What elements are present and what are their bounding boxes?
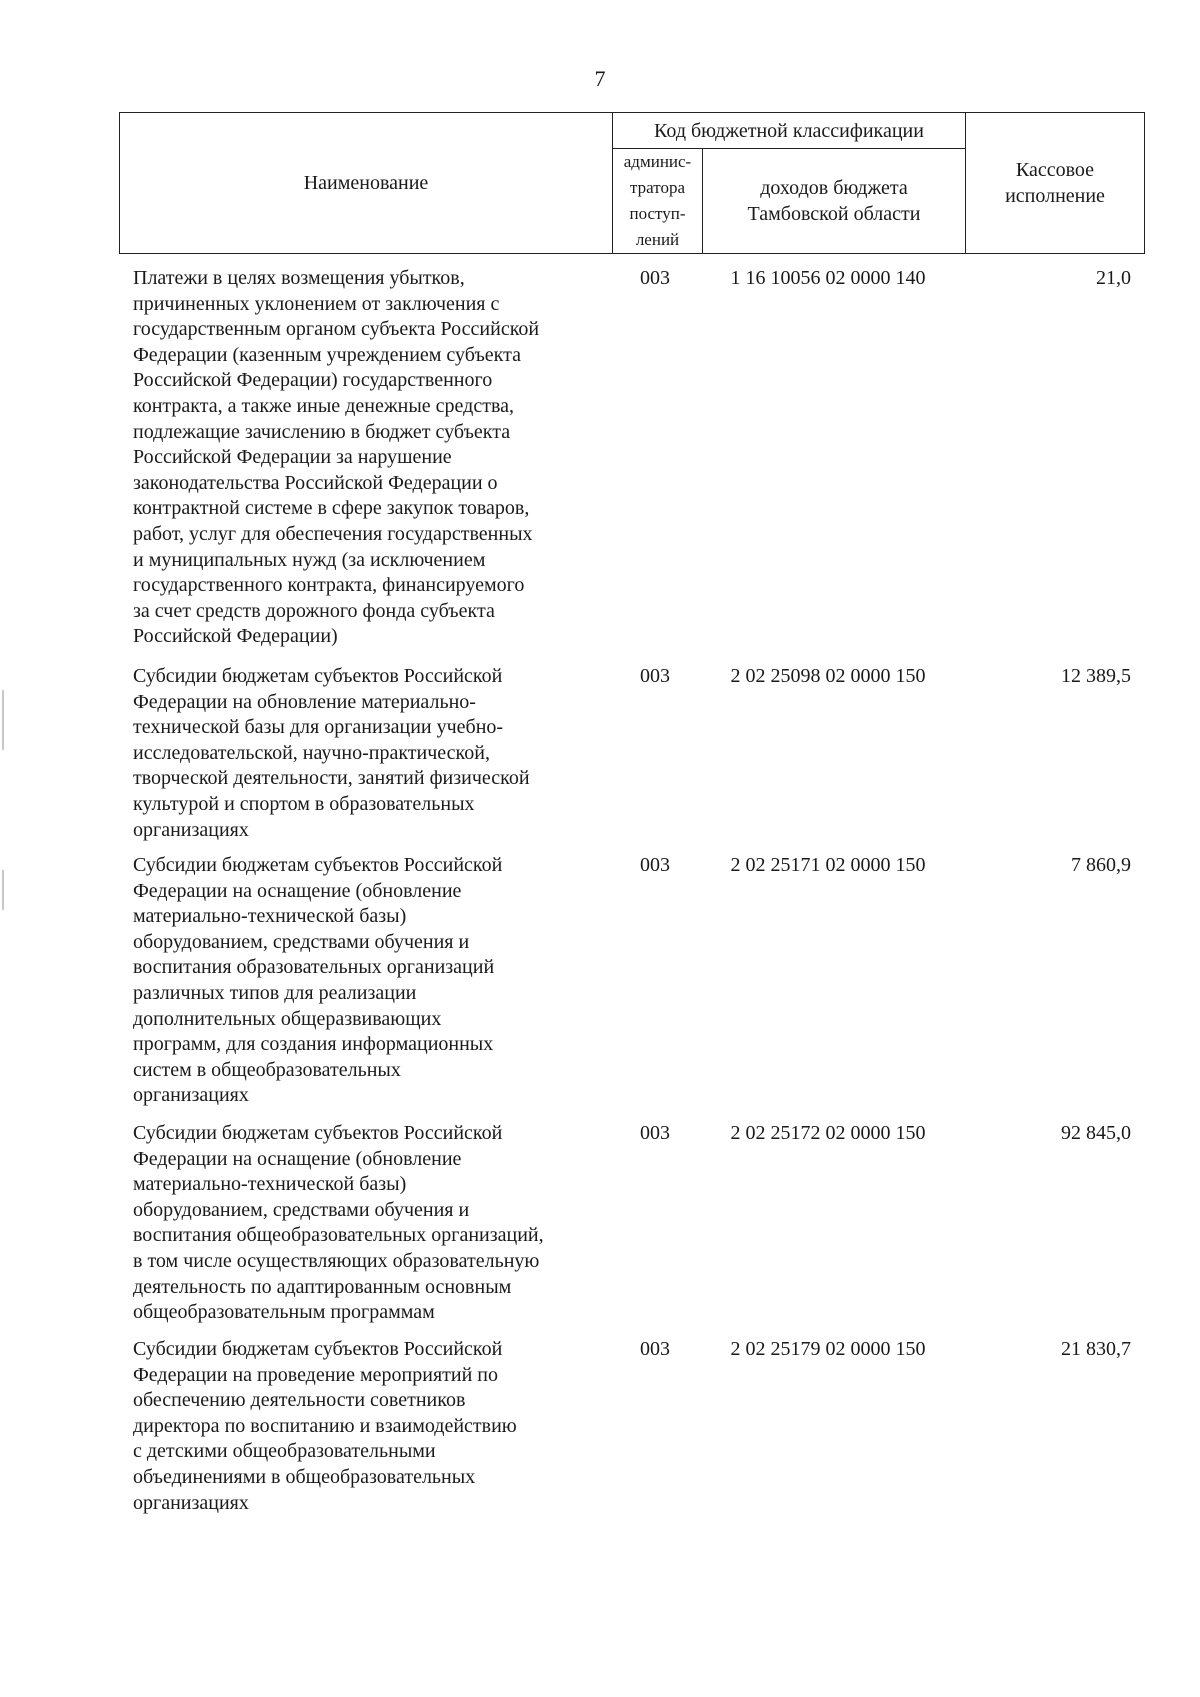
header-classification-group bbox=[613, 113, 966, 149]
row-budget-code: 2 02 25098 02 0000 150 bbox=[730, 665, 926, 687]
row-name-line: оборудованием, средствами обучения и bbox=[133, 1198, 470, 1221]
row-name-line: Федерации на обновление материально- bbox=[133, 690, 476, 713]
row-name-line: культурой и спортом в образовательных bbox=[133, 792, 475, 815]
row-name-line: контрактной системе в сфере закупок товаров, bbox=[133, 497, 530, 520]
row-name-line: различных типов для реализации bbox=[133, 981, 417, 1004]
header-code-line: Тамбовской области bbox=[747, 203, 921, 225]
scan-artifact bbox=[2, 870, 4, 910]
row-name-line: объединениями в общеобразовательных bbox=[133, 1465, 476, 1488]
row-name-line: работ, услуг для обеспечения государственных bbox=[133, 522, 533, 545]
header-admin-line: админис- bbox=[623, 152, 692, 171]
row-amount: 21,0 bbox=[1096, 267, 1131, 289]
row-admin-code: 003 bbox=[640, 267, 670, 289]
row-name bbox=[133, 1337, 613, 1516]
row-name-line: технической базы для организации учебно- bbox=[133, 716, 504, 739]
table-header bbox=[119, 112, 1145, 254]
row-admin-code: 003 bbox=[640, 665, 670, 687]
row-name-line: воспитания образовательных организаций bbox=[133, 956, 495, 979]
row-name-line: подлежащие зачислению в бюджет субъекта bbox=[133, 420, 511, 443]
header-execution-line: исполнение bbox=[1005, 185, 1105, 207]
row-name-line: дополнительных общеразвивающих bbox=[133, 1007, 442, 1030]
header-admin-line: тратора bbox=[630, 178, 685, 197]
row-name-line: Российской Федерации) bbox=[133, 625, 338, 648]
header-execution-line: Кассовое bbox=[1015, 159, 1095, 181]
row-name-line: организациях bbox=[133, 818, 249, 841]
row-name-line: государственным органом субъекта Российской bbox=[133, 318, 540, 341]
header-classification-text: Код бюджетной классификации bbox=[654, 119, 924, 142]
row-amount: 92 845,0 bbox=[1061, 1122, 1131, 1144]
header-name-text: Наименование bbox=[303, 172, 429, 194]
row-name-line: программ, для создания информационных bbox=[133, 1033, 494, 1056]
header-name bbox=[120, 113, 613, 254]
header-admin bbox=[613, 149, 703, 254]
header-code bbox=[703, 149, 966, 254]
page-number: 7 bbox=[594, 66, 606, 91]
row-budget-code: 2 02 25179 02 0000 150 bbox=[730, 1338, 926, 1360]
row-name-line: Российской Федерации) государственного bbox=[133, 369, 493, 392]
row-name-line: исследовательской, научно-практической, bbox=[133, 741, 490, 764]
row-name-line: материально-технической базы) bbox=[133, 1173, 407, 1196]
row-admin-code: 003 bbox=[640, 854, 670, 876]
row-name-line: организациях bbox=[133, 1084, 249, 1107]
row-amount: 7 860,9 bbox=[1071, 854, 1131, 876]
row-name-line: Платежи в целях возмещения убытков, bbox=[133, 267, 465, 289]
row-name-line: материально-технической базы) bbox=[133, 905, 407, 928]
row-name-line: государственного контракта, финансируемого bbox=[133, 574, 525, 597]
row-budget-code: 1 16 10056 02 0000 140 bbox=[730, 267, 926, 289]
row-budget-code: 2 02 25171 02 0000 150 bbox=[730, 854, 926, 876]
row-name-line: Федерации на оснащение (обновление bbox=[133, 879, 462, 902]
row-name-line: Субсидии бюджетам субъектов Российской bbox=[133, 1338, 503, 1360]
row-name-line: контракта, а также иные денежные средства, bbox=[133, 394, 514, 417]
row-name-line: деятельность по адаптированным основным bbox=[133, 1275, 512, 1298]
row-budget-code: 2 02 25172 02 0000 150 bbox=[730, 1122, 926, 1144]
row-name-line: Субсидии бюджетам субъектов Российской bbox=[133, 665, 503, 687]
row-name-line: обеспечению деятельности советников bbox=[133, 1389, 466, 1412]
row-name-line: с детскими общеобразовательными bbox=[133, 1440, 436, 1463]
row-name-line: законодательства Российской Федерации о bbox=[133, 471, 498, 494]
row-name-line: Российской Федерации за нарушение bbox=[133, 446, 452, 469]
row-name-line: за счет средств дорожного фонда субъекта bbox=[133, 599, 495, 622]
row-admin-code: 003 bbox=[640, 1122, 670, 1144]
row-name-line: Федерации на оснащение (обновление bbox=[133, 1147, 462, 1170]
row-name bbox=[133, 664, 613, 843]
header-admin-line: поступ- bbox=[629, 204, 686, 223]
row-name-line: Федерации на проведение мероприятий по bbox=[133, 1363, 498, 1386]
row-name-line: творческой деятельности, занятий физической bbox=[133, 767, 530, 790]
row-name bbox=[133, 853, 613, 1109]
row-name-line: общеобразовательным программам bbox=[133, 1301, 435, 1324]
row-name-line: воспитания общеобразовательных организаций, bbox=[133, 1224, 544, 1247]
row-name-line: в том числе осуществляющих образовательную bbox=[133, 1249, 540, 1272]
row-admin-code: 003 bbox=[640, 1338, 670, 1360]
row-name-line: Субсидии бюджетам субъектов Российской bbox=[133, 854, 503, 876]
row-name-line: систем в общеобразовательных bbox=[133, 1058, 401, 1081]
row-name-line: причиненных уклонением от заключения с bbox=[133, 292, 500, 315]
row-name-line: оборудованием, средствами обучения и bbox=[133, 930, 470, 953]
row-amount: 21 830,7 bbox=[1061, 1338, 1131, 1360]
header-code-line: доходов бюджета bbox=[760, 177, 908, 199]
row-name bbox=[133, 266, 613, 650]
row-amount: 12 389,5 bbox=[1061, 665, 1131, 687]
row-name-line: и муниципальных нужд (за исключением bbox=[133, 548, 486, 571]
header-execution bbox=[966, 113, 1145, 254]
row-name-line: Субсидии бюджетам субъектов Российской bbox=[133, 1122, 503, 1144]
row-name-line: организациях bbox=[133, 1491, 249, 1514]
scan-artifact bbox=[2, 690, 4, 750]
row-name bbox=[133, 1121, 613, 1326]
row-name-line: Федерации (казенным учреждением субъекта bbox=[133, 343, 521, 366]
header-admin-line: лений bbox=[635, 230, 680, 249]
row-name-line: директора по воспитанию и взаимодействию bbox=[133, 1414, 517, 1437]
